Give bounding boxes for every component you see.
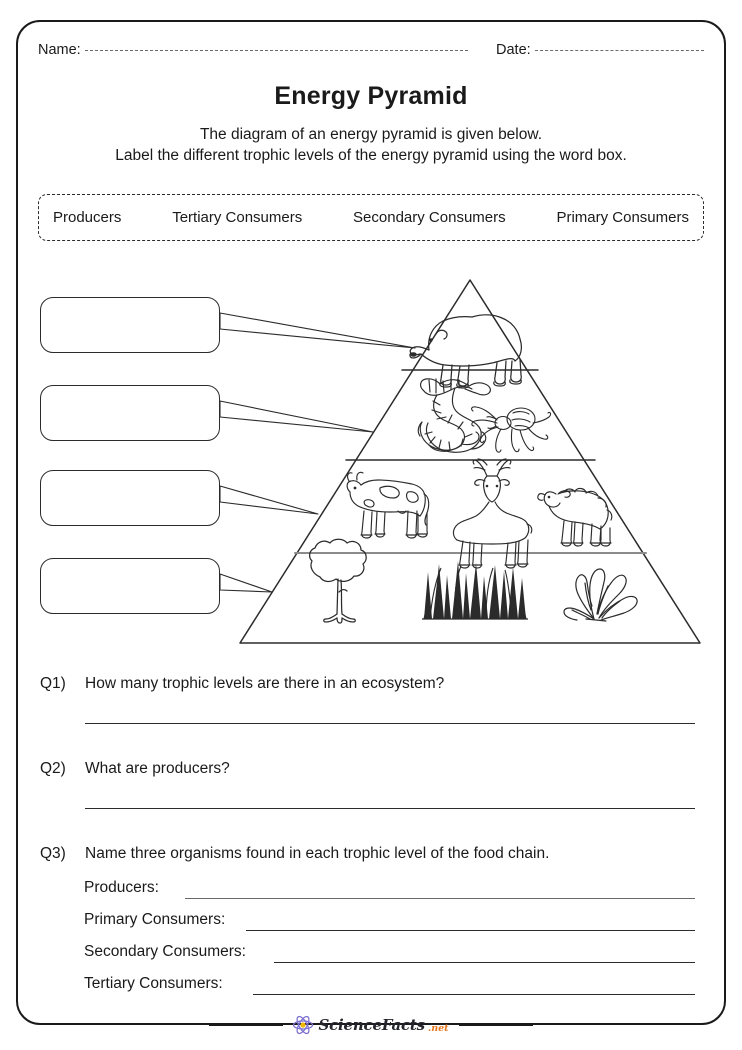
date-label: Date: bbox=[496, 42, 531, 58]
word-box-item-tertiary-consumers[interactable]: Tertiary Consumers bbox=[172, 209, 303, 226]
energy-pyramid-diagram bbox=[0, 262, 742, 658]
callout-tail-2 bbox=[220, 401, 373, 432]
pyramid-label-box-1[interactable] bbox=[40, 297, 220, 353]
footer bbox=[0, 1008, 742, 1042]
question-2-tag: Q2) bbox=[40, 760, 66, 777]
word-box-item-producers[interactable]: Producers bbox=[53, 209, 122, 226]
date-field[interactable] bbox=[496, 42, 704, 58]
instruction-line-1: The diagram of an energy pyramid is given below. bbox=[199, 126, 543, 143]
question-3-answer-line-primary-consumers[interactable] bbox=[246, 930, 695, 931]
question-3-label-primary-consumers: Primary Consumers: bbox=[84, 911, 226, 928]
pyramid-label-box-3[interactable] bbox=[40, 470, 220, 526]
question-3-tag: Q3) bbox=[40, 845, 66, 862]
question-2-answer-line[interactable] bbox=[85, 808, 695, 809]
word-box bbox=[38, 194, 704, 241]
pyramid-label-box-4[interactable] bbox=[40, 558, 220, 614]
sciencefacts-logo[interactable] bbox=[292, 1015, 449, 1035]
question-1-text: How many trophic levels are there in an ecosystem? bbox=[85, 675, 445, 692]
page-title: Energy Pyramid bbox=[274, 82, 468, 110]
pyramid-label-box-2[interactable] bbox=[40, 385, 220, 441]
question-3-answer-line-producers[interactable] bbox=[185, 898, 695, 899]
callout-tail-1 bbox=[220, 313, 415, 348]
question-3-text: Name three organisms found in each trophic level of the food chain. bbox=[85, 845, 550, 862]
question-2-text: What are producers? bbox=[85, 760, 230, 777]
name-label: Name: bbox=[38, 42, 81, 58]
word-box-item-secondary-consumers[interactable]: Secondary Consumers bbox=[353, 209, 506, 226]
logo-tld: .net bbox=[427, 1022, 449, 1034]
question-3-label-secondary-consumers: Secondary Consumers: bbox=[84, 943, 246, 960]
footer-rule-right bbox=[459, 1024, 533, 1026]
footer-rule-left bbox=[209, 1024, 283, 1026]
question-3-answer-line-secondary-consumers[interactable] bbox=[274, 962, 695, 963]
question-3-label-producers: Producers: bbox=[84, 879, 159, 896]
callout-tail-3 bbox=[220, 486, 318, 514]
date-write-line[interactable] bbox=[535, 50, 704, 51]
question-3-answer-line-tertiary-consumers[interactable] bbox=[253, 994, 695, 995]
callout-tail-4 bbox=[220, 574, 272, 592]
word-box-item-primary-consumers[interactable]: Primary Consumers bbox=[556, 209, 689, 226]
question-3-label-tertiary-consumers: Tertiary Consumers: bbox=[84, 975, 223, 992]
name-field[interactable] bbox=[38, 42, 468, 58]
name-date-row bbox=[38, 42, 704, 64]
instruction-line-2: Label the different trophic levels of the energy pyramid using the word box. bbox=[115, 147, 627, 164]
logo-wordmark: ScienceFacts bbox=[318, 1016, 425, 1034]
question-1-tag: Q1) bbox=[40, 675, 66, 692]
atom-icon bbox=[292, 1015, 314, 1035]
question-1-answer-line[interactable] bbox=[85, 723, 695, 724]
name-write-line[interactable] bbox=[85, 50, 468, 51]
